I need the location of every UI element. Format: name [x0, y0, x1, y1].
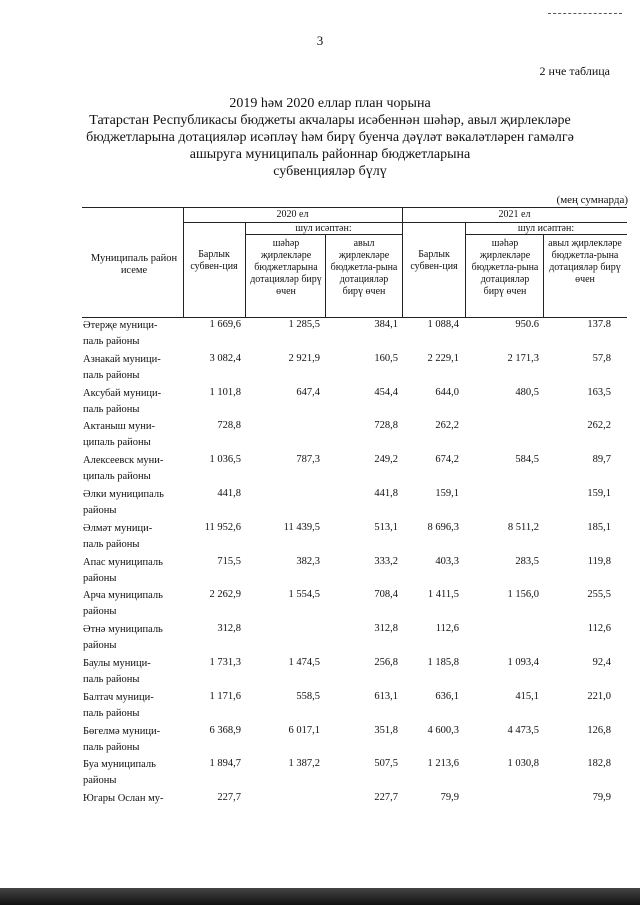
district-name-line-1: Баулы муници-	[83, 658, 151, 669]
district-name-line-2: районы	[83, 606, 117, 618]
col-divider-1	[183, 207, 184, 317]
cell-r21: 159,1	[587, 488, 611, 499]
table-top-border	[82, 207, 627, 208]
scan-bottom-edge	[0, 888, 640, 905]
cell-r20: 249,2	[374, 454, 398, 466]
district-name-line-2: ципаль районы	[83, 437, 151, 449]
title-line-5: субвенцияләр бүлү	[273, 164, 387, 179]
col-divider-5	[465, 222, 466, 317]
cell-u21: 950.6	[515, 319, 539, 330]
district-name-line-2: паль районы	[83, 538, 140, 550]
district-name-line-2: ципаль районы	[83, 471, 151, 483]
cell-r21: 185,1	[587, 521, 611, 533]
cell-u21: 1 030,8	[507, 758, 539, 770]
cell-r20: 256,8	[374, 657, 398, 668]
district-name-line-1: Әлмәт муници-	[83, 522, 153, 534]
district-name-line-1: Азнакай муници-	[83, 353, 161, 365]
header-year-2021: 2021 ел	[498, 209, 531, 220]
district-name-line-2: районы	[83, 775, 117, 787]
cell-r21: 57,8	[592, 352, 611, 364]
cell-t20: 2 262,9	[209, 589, 241, 601]
cell-r21: 163,5	[587, 386, 611, 398]
cell-t20: 1 731,3	[209, 657, 241, 668]
cell-t21: 79,9	[440, 792, 459, 804]
cell-t20: 728,8	[217, 420, 241, 432]
title-line-3: бюджетларына дотацияләр исәпләү һәм бирү буенча дәүләт вәкаләтләрен гамәлгә	[86, 130, 574, 145]
cell-t20: 3 082,4	[209, 352, 241, 364]
cell-t20: 715,5	[217, 555, 241, 567]
cell-u20: 2 921,9	[288, 352, 320, 364]
cell-u20: 1 474,5	[288, 657, 320, 668]
cell-r21: 221,0	[587, 690, 611, 702]
cell-r20: 160,5	[374, 352, 398, 364]
cell-r21: 112,6	[587, 623, 611, 635]
cell-t21: 644,0	[435, 386, 459, 398]
cell-u20: 1 285,5	[288, 319, 320, 330]
cell-u21: 1 093,4	[507, 657, 539, 668]
cell-r20: 507,5	[374, 758, 398, 770]
district-name-line-1: Әтерҗе муници-	[83, 320, 158, 331]
cell-t20: 1 894,7	[209, 758, 241, 770]
cell-t20: 1 171,6	[209, 690, 241, 702]
district-name-line-1: Арча муниципаль	[83, 590, 163, 602]
header-rural-2021: авыл җирлекләре бюджетла-рына дотацияләр бирү өчен	[548, 238, 622, 285]
col-divider-3	[325, 234, 326, 317]
header-total-2021: Барлык субвен-ция	[410, 249, 458, 272]
header-col-name: Муниципаль район исеме	[90, 253, 178, 276]
cell-r21: 89,7	[592, 454, 611, 466]
cell-u20: 11 439,5	[283, 521, 320, 533]
cell-r20: 708,4	[374, 589, 398, 601]
cell-t21: 112,6	[435, 623, 459, 635]
header-urban-2020: шәһәр җирлекләре бюджетларына дотацияләр бирү өчен	[250, 238, 322, 297]
cell-t20: 11 952,6	[204, 521, 241, 533]
district-name-line-1: Әлки муниципаль	[83, 489, 164, 500]
cell-t20: 441,8	[217, 488, 241, 499]
district-name-line-2: паль районы	[83, 674, 140, 685]
cell-r20: 513,1	[374, 521, 398, 533]
header-year-2020: 2020 ел	[276, 209, 309, 220]
cell-r21: 126,8	[587, 724, 611, 736]
cell-u21: 4 473,5	[507, 724, 539, 736]
cell-r20: 441,8	[374, 488, 398, 499]
header-including-2020: шул исәптән:	[295, 223, 352, 234]
cell-u21: 283,5	[515, 555, 539, 567]
district-name-line-2: районы	[83, 572, 117, 584]
cell-t21: 1 411,5	[427, 589, 459, 601]
page-number: 3	[316, 33, 324, 48]
cell-r20: 351,8	[374, 724, 398, 736]
cell-u20: 787,3	[296, 454, 320, 466]
cell-r21: 79,9	[592, 792, 611, 804]
title-line-1: 2019 һәм 2020 еллар план чорына	[229, 96, 431, 111]
cell-t20: 1 101,8	[209, 386, 241, 398]
header-rural-2020: авыл җирлекләре бюджетла-рына дотацияләр бирү өчен	[330, 238, 398, 297]
cell-t20: 1 036,5	[209, 454, 241, 466]
cell-t21: 262,2	[435, 420, 459, 432]
col-divider-2	[245, 222, 246, 317]
cell-t20: 1 669,6	[209, 319, 241, 330]
header-urban-2021: шәһәр җирлекләре бюджетла-рына дотацияләр бирү өчен	[471, 238, 539, 297]
cell-u21: 8 511,2	[507, 521, 539, 533]
cell-u20: 1 387,2	[288, 758, 320, 770]
cell-r20: 312,8	[374, 623, 398, 635]
cell-t21: 8 696,3	[427, 521, 459, 533]
district-name-line-2: паль районы	[83, 403, 140, 415]
title-line-2: Татарстан Республикасы бюджеты акчалары исәбеннән шәһәр, авыл җирлекләре	[89, 113, 571, 128]
cell-t21: 674,2	[435, 454, 459, 466]
district-name-line-1: Актаныш муни-	[83, 421, 155, 433]
cell-t20: 6 368,9	[209, 724, 241, 736]
district-name-line-2: паль районы	[83, 741, 140, 753]
cell-u20: 382,3	[296, 555, 320, 567]
cell-r21: 182,8	[587, 758, 611, 770]
cell-r20: 384,1	[374, 319, 398, 330]
district-name-line-1: Аксубай муници-	[83, 387, 162, 399]
header-total-2020: Барлык субвен-ция	[190, 249, 238, 272]
cell-r20: 728,8	[374, 420, 398, 432]
cell-t20: 312,8	[217, 623, 241, 635]
cell-u20: 1 554,5	[288, 589, 320, 601]
cell-r20: 613,1	[374, 690, 398, 702]
units-note: (мең сумнарда)	[556, 194, 628, 206]
cell-u20: 558,5	[296, 690, 320, 702]
district-name-line-1: Әтнә муниципаль	[83, 624, 163, 636]
cell-r21: 262,2	[587, 420, 611, 432]
cell-t21: 4 600,3	[427, 724, 459, 736]
district-name-line-1: Югары Ослан му-	[83, 793, 164, 805]
cell-r21: 137.8	[587, 319, 611, 330]
cell-t21: 1 185,8	[427, 657, 459, 668]
cell-u21: 584,5	[515, 454, 539, 466]
cell-u20: 647,4	[296, 386, 320, 398]
col-divider-6	[543, 234, 544, 317]
scan-edge-mark	[548, 13, 622, 14]
district-name-line-2: районы	[83, 640, 117, 652]
cell-r21: 255,5	[587, 589, 611, 601]
district-name-line-2: районы	[83, 505, 117, 516]
cell-r20: 454,4	[374, 386, 398, 398]
district-name-line-1: Буа муниципаль	[83, 759, 156, 771]
cell-u21: 480,5	[515, 386, 539, 398]
cell-t21: 1 088,4	[427, 319, 459, 330]
cell-r20: 333,2	[374, 555, 398, 567]
cell-u21: 2 171,3	[507, 352, 539, 364]
cell-u21: 415,1	[515, 690, 539, 702]
cell-t21: 2 229,1	[427, 352, 459, 364]
cell-r20: 227,7	[374, 792, 398, 804]
cell-t20: 227,7	[217, 792, 241, 804]
col-divider-4	[402, 207, 403, 317]
district-name-line-1: Балтач муници-	[83, 691, 154, 703]
district-name-line-2: паль районы	[83, 369, 140, 381]
cell-u20: 6 017,1	[288, 724, 320, 736]
cell-t21: 1 213,6	[427, 758, 459, 770]
district-name-line-2: паль районы	[83, 336, 140, 347]
cell-u21: 1 156,0	[507, 589, 539, 601]
header-including-2021: шул исәптән:	[517, 223, 575, 234]
cell-r21: 119,8	[587, 555, 611, 567]
cell-t21: 403,3	[435, 555, 459, 567]
cell-t21: 636,1	[435, 690, 459, 702]
district-name-line-1: Апас муниципаль	[83, 556, 163, 568]
title-line-4: ашыруга муниципаль районнар бюджетларына	[189, 147, 471, 162]
district-name-line-1: Бөгелмә муници-	[83, 725, 161, 737]
district-name-line-1: Алексеевск муни-	[83, 455, 164, 467]
cell-t21: 159,1	[435, 488, 459, 499]
table-label: 2 нче таблица	[539, 64, 610, 78]
cell-r21: 92,4	[592, 657, 611, 668]
district-name-line-2: паль районы	[83, 707, 140, 719]
